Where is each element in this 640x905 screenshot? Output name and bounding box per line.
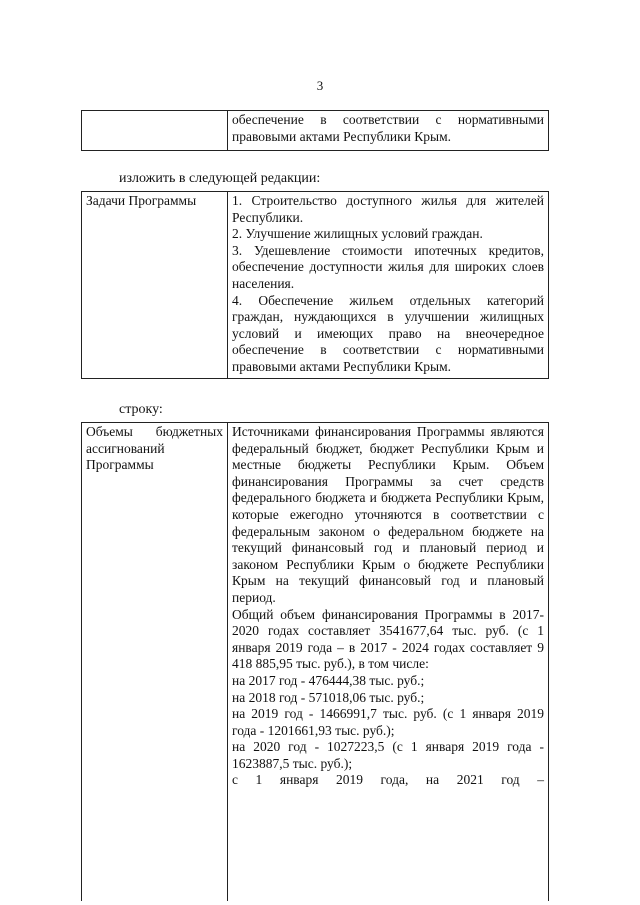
budget-label-line: Программы — [86, 457, 154, 473]
paragraph: Общий объем финансирования Программы в 2017-2020 годах составляет 3541677,64 тыс. руб. (с 1 января 2019 года – в 2017 - 2024 годах составляет 9 418 885,95 тыс. руб.), в том числе: — [232, 606, 544, 672]
instruction-text: изложить в следующей редакции: — [119, 171, 321, 186]
budget-allocations-table — [81, 422, 549, 901]
paragraph: на 2020 год - 1027223,5 (с 1 января 2019 года - 1623887,5 тыс. руб.); — [232, 739, 544, 771]
table-row — [82, 192, 549, 379]
table-row — [82, 423, 549, 902]
table-row — [82, 111, 549, 151]
list-item: 3. Удешевление стоимости ипотечных кредитов, обеспечение доступности жилья для широких слоев населения. — [232, 242, 544, 291]
tasks-label: Задачи Программы — [82, 192, 228, 379]
table-continuation-space — [232, 789, 544, 899]
list-item: 4. Обеспечение жильем отдельных категорий граждан, нуждающихся в улучшении жилищных условий и имеющих право на внеочередное обеспечение в соответствии с нормативными правовыми актами Республики Крым. — [232, 292, 544, 374]
paragraph: Источниками финансирования Программы являются федеральный бюджет, бюджет Республики Крым и местные бюджеты Республики Крым. Объем финансирования Программы за счет средств федерального бюджета и бюджета Республики Крым, которые ежегодно уточняются в соответствии с федеральным законом о федеральном бюджете на текущий финансовый год и плановый период и законом Республики Крым о бюджете Республики Крым на текущий финансовый год и плановый период. — [232, 424, 544, 605]
table-cell-left — [82, 111, 228, 151]
paragraph: на 2019 год - 1466991,7 тыс. руб. (с 1 января 2019 года - 1201661,93 тыс. руб.); — [232, 706, 544, 738]
list-item: 2. Улучшение жилищных условий граждан. — [232, 226, 483, 242]
tasks-list — [228, 192, 549, 379]
continuation-table — [81, 110, 549, 151]
instruction-text-2: строку: — [119, 402, 163, 417]
paragraph: на 2017 год - 476444,38 тыс. руб.; — [232, 672, 425, 688]
page-number: 3 — [316, 78, 324, 93]
paragraph: с 1 января 2019 года, на 2021 год – — [232, 772, 544, 788]
budget-label-line: Объемы бюджетных — [86, 424, 223, 439]
budget-details — [228, 423, 549, 902]
budget-label-line: ассигнований — [86, 440, 165, 456]
list-item: 1. Строительство доступного жилья для жителей Республики. — [232, 193, 544, 225]
program-tasks-table — [81, 191, 549, 379]
table-cell-right: обеспечение в соответствии с нормативными правовыми актами Республики Крым. — [228, 111, 549, 151]
paragraph: на 2018 год - 571018,06 тыс. руб.; — [232, 689, 425, 705]
budget-label — [82, 423, 228, 902]
